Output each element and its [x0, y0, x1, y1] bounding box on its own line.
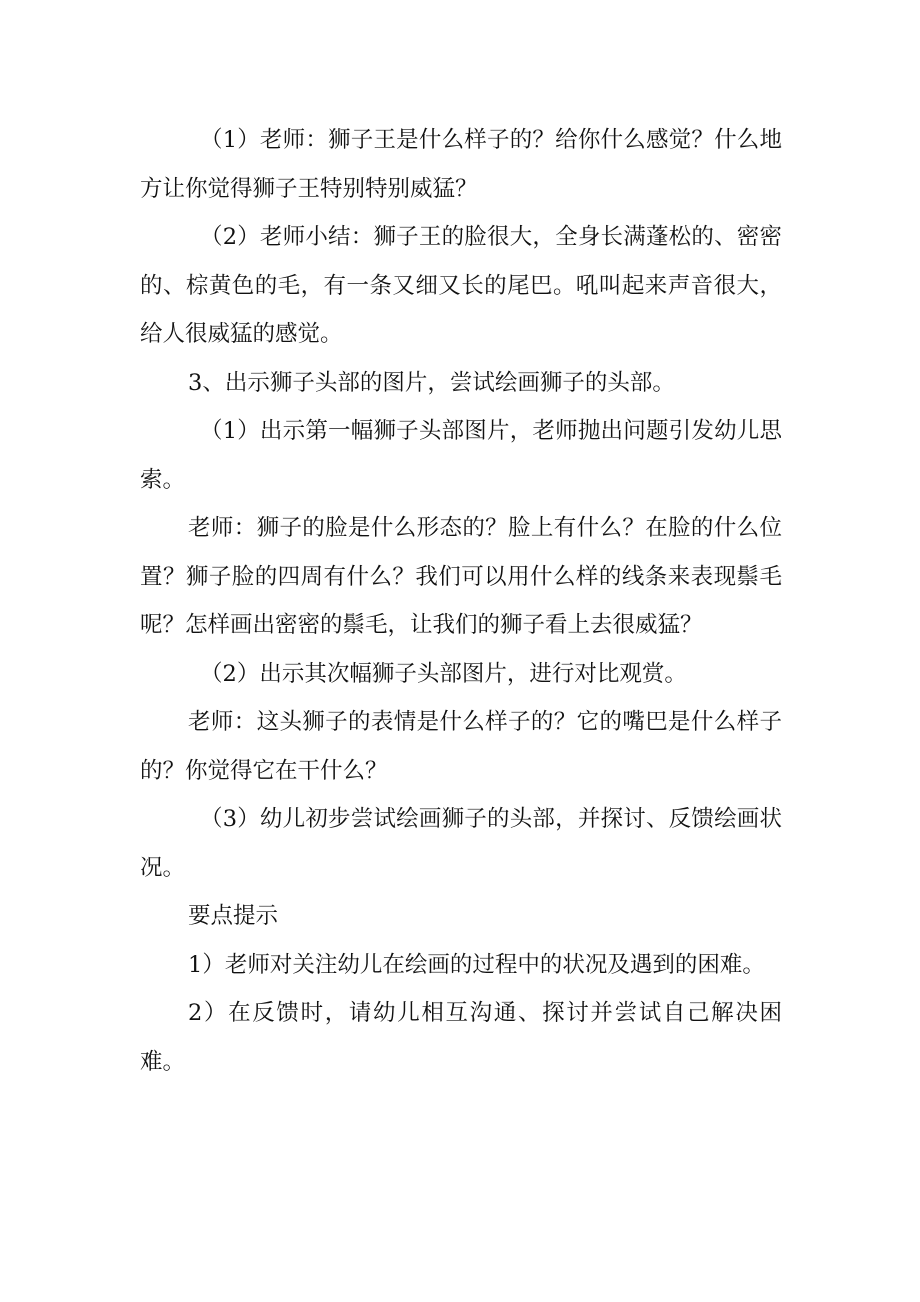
paragraph-key-point-1: 1）老师对关注幼儿在绘画的过程中的状况及遇到的困难。	[188, 951, 765, 978]
paragraph-teacher-face-questions: 老师：狮子的脸是什么形态的？脸上有什么？在脸的什么位置？狮子脸的四周有什么？我们可以用什么样的线条来表现鬃毛呢？怎样画出密密的鬃毛，让我们的狮子看上去很威猛？	[140, 515, 782, 638]
paragraph-key-points-heading: 要点提示	[188, 903, 279, 929]
paragraph-second-image: （2）出示其次幅狮子头部图片，进行对比观赏。	[200, 660, 687, 687]
paragraph-teacher-summary: （2）老师小结：狮子王的脸很大，全身长满蓬松的、密密的、棕黄色的毛，有一条又细又长的尾巴。吼叫起来声音很大，给人很威猛的感觉。	[140, 224, 782, 347]
paragraph-first-image: （1）出示第一幅狮子头部图片，老师抛出问题引发幼儿思索。	[140, 418, 782, 493]
paragraph-step-3: 3、出示狮子头部的图片，尝试绘画狮子的头部。	[188, 369, 675, 396]
paragraph-teacher-question: （1）老师：狮子王是什么样子的？给你什么感觉？什么地方让你觉得狮子王特别特别威猛？	[140, 127, 782, 202]
paragraph-children-try: （3）幼儿初步尝试绘画狮子的头部，并探讨、反馈绘画状况。	[140, 806, 782, 881]
paragraph-teacher-expression-questions: 老师：这头狮子的表情是什么样子的？它的嘴巴是什么样子的？你觉得它在干什么？	[140, 709, 782, 784]
document-body	[140, 116, 782, 1086]
paragraph-key-point-2: 2）在反馈时，请幼儿相互沟通、探讨并尝试自己解决困难。	[140, 1000, 782, 1075]
